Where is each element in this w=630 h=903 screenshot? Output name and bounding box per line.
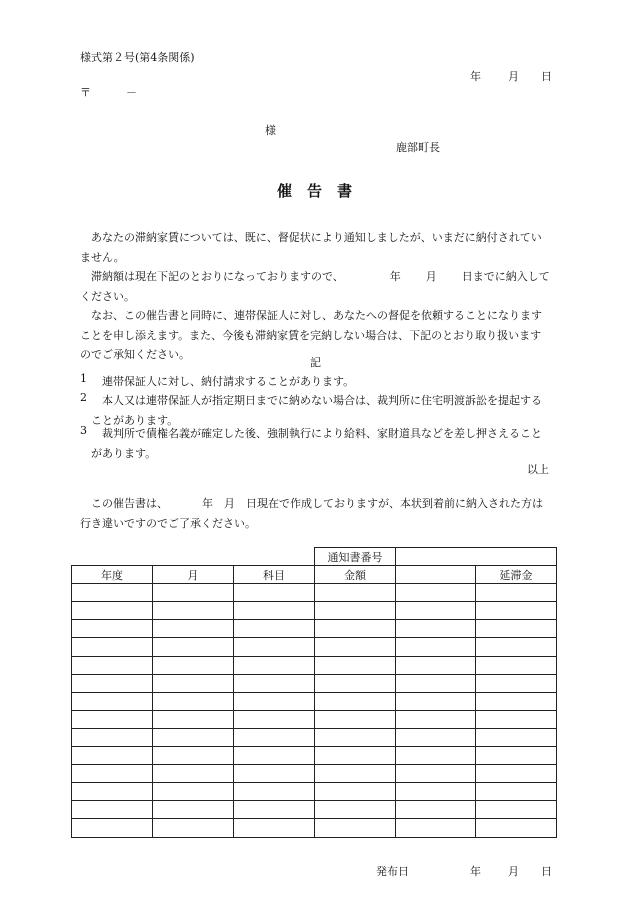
table-cell[interactable]: [72, 638, 153, 656]
table-cell[interactable]: [476, 584, 557, 602]
table-header-row: [72, 566, 557, 584]
table-cell[interactable]: [153, 692, 234, 710]
table-row: [72, 765, 557, 783]
notice-number-value[interactable]: [396, 548, 557, 566]
item-1-number: 1: [80, 372, 87, 385]
table-cell[interactable]: [72, 783, 153, 801]
sender-name: 鹿部町長: [396, 141, 440, 154]
table-cell[interactable]: [396, 692, 476, 710]
arrears-table: [71, 547, 557, 838]
table-cell[interactable]: [315, 747, 396, 765]
table-cell[interactable]: [315, 692, 396, 710]
table-cell[interactable]: [153, 765, 234, 783]
table-row: [72, 656, 557, 674]
table-cell[interactable]: [396, 819, 476, 837]
form-number: 様式第２号(第4条関係): [80, 51, 195, 64]
header-month: 月: [153, 566, 234, 584]
table-row: [72, 620, 557, 638]
table-cell[interactable]: [396, 584, 476, 602]
issue-year-label: 年: [470, 865, 481, 878]
table-cell[interactable]: [315, 728, 396, 746]
table-row: [72, 638, 557, 656]
table-cell[interactable]: [234, 728, 315, 746]
date-day-label: 日: [541, 70, 552, 83]
table-cell[interactable]: [396, 710, 476, 728]
header-account: 科目: [234, 566, 315, 584]
table-cell[interactable]: [234, 674, 315, 692]
table-cell[interactable]: [72, 620, 153, 638]
table-cell[interactable]: [396, 783, 476, 801]
table-cell[interactable]: [72, 747, 153, 765]
item-2-number: 2: [80, 391, 87, 404]
table-row: [72, 819, 557, 837]
table-cell[interactable]: [153, 801, 234, 819]
table-row: [72, 783, 557, 801]
addressee-honorific: 様: [265, 124, 276, 137]
table-row: [72, 710, 557, 728]
issue-day-label: 日: [541, 865, 552, 878]
table-cell[interactable]: [234, 638, 315, 656]
table-cell[interactable]: [396, 801, 476, 819]
notice-number-row: [72, 548, 557, 566]
table-cell[interactable]: [396, 674, 476, 692]
table-cell[interactable]: [315, 584, 396, 602]
table-cell[interactable]: [153, 728, 234, 746]
table-cell[interactable]: [315, 620, 396, 638]
table-cell[interactable]: [234, 620, 315, 638]
table-cell[interactable]: [153, 710, 234, 728]
paragraph-2-after: 日までに納入してください。: [80, 270, 550, 303]
table-row: [72, 747, 557, 765]
table-cell[interactable]: [153, 783, 234, 801]
item-3-number: 3: [80, 424, 87, 437]
item-2-text: 本人又は連帯保証人が指定期日までに納めない場合は、裁判所に住宅明渡訴訟を提起することがあります。: [91, 394, 542, 427]
table-cell[interactable]: [153, 620, 234, 638]
table-cell[interactable]: [72, 765, 153, 783]
table-cell[interactable]: [315, 674, 396, 692]
table-cell[interactable]: [72, 656, 153, 674]
table-cell[interactable]: [476, 656, 557, 674]
table-cell[interactable]: [234, 765, 315, 783]
table-cell[interactable]: [476, 602, 557, 620]
table-cell[interactable]: [72, 710, 153, 728]
table-row: [72, 728, 557, 746]
table-cell[interactable]: [315, 819, 396, 837]
issue-date-label: 発布日: [376, 865, 409, 878]
table-cell[interactable]: [315, 656, 396, 674]
note-before: この催告書は、: [91, 497, 168, 510]
paragraph-1: あなたの滞納家賃については、既に、督促状により通知しましたが、いまだに納付されていません。: [80, 231, 542, 264]
table-cell[interactable]: [72, 584, 153, 602]
table-cell[interactable]: [153, 819, 234, 837]
table-row: [72, 584, 557, 602]
header-late-fee: 延滞金: [476, 566, 557, 584]
table-cell[interactable]: [476, 819, 557, 837]
table-cell[interactable]: [234, 747, 315, 765]
table-cell[interactable]: [153, 638, 234, 656]
table-cell[interactable]: [396, 747, 476, 765]
paragraph-2-year: 年: [389, 270, 401, 283]
table-cell[interactable]: [153, 674, 234, 692]
table-cell[interactable]: [153, 602, 234, 620]
table-cell[interactable]: [153, 656, 234, 674]
date-month-label: 月: [508, 70, 519, 83]
header-fiscal-year: 年度: [72, 566, 153, 584]
table-cell[interactable]: [234, 710, 315, 728]
table-cell[interactable]: [476, 620, 557, 638]
table-cell[interactable]: [476, 728, 557, 746]
table-cell[interactable]: [234, 783, 315, 801]
note-month: 月: [224, 497, 235, 510]
item-1-text: 連帯保証人に対し、納付請求することがあります。: [102, 375, 355, 388]
ki-label: 記: [310, 356, 321, 369]
table-cell[interactable]: [72, 728, 153, 746]
note-paragraph: [80, 494, 550, 533]
table-cell[interactable]: [476, 674, 557, 692]
table-cell[interactable]: [72, 801, 153, 819]
header-amount: 金額: [315, 566, 396, 584]
table-row: [72, 801, 557, 819]
ijou-label: 以上: [527, 463, 549, 476]
paragraph-2: [80, 267, 550, 306]
table-cell[interactable]: [476, 710, 557, 728]
notice-number-label: 通知書番号: [315, 548, 396, 566]
table-cell[interactable]: [72, 674, 153, 692]
table-cell[interactable]: [476, 765, 557, 783]
table-cell[interactable]: [315, 638, 396, 656]
table-cell[interactable]: [315, 783, 396, 801]
postal-mark: 〒: [80, 86, 91, 99]
table-cell[interactable]: [396, 728, 476, 746]
table-cell[interactable]: [396, 765, 476, 783]
paragraph-2-month: 月: [425, 270, 437, 283]
note-year: 年: [202, 497, 213, 510]
table-cell[interactable]: [72, 602, 153, 620]
paragraph-2-before: 滞納額は現在下記のとおりになっておりますので、: [91, 270, 344, 283]
table-cell[interactable]: [234, 602, 315, 620]
table-row: [72, 602, 557, 620]
header-blank: [396, 566, 476, 584]
table-cell[interactable]: [396, 656, 476, 674]
postal-dash: －: [126, 86, 137, 99]
table-cell[interactable]: [72, 819, 153, 837]
note-after: 日現在で作成しておりますが、本状到着前に納入された方は行き違いですのでご了承ください。: [80, 497, 543, 530]
table-cell[interactable]: [234, 819, 315, 837]
paragraph-3: なお、この催告書と同時に、連帯保証人に対し、あなたへの督促を依頼することになりますことを申し添えます。また、今後も滞納家賃を完納しない場合は、下記のとおり取り扱いますのでご承知ください。: [80, 309, 542, 361]
table-cell[interactable]: [234, 584, 315, 602]
table-cell[interactable]: [234, 692, 315, 710]
table-cell[interactable]: [234, 801, 315, 819]
date-year-label: 年: [470, 70, 481, 83]
table-cell[interactable]: [396, 620, 476, 638]
table-cell[interactable]: [396, 638, 476, 656]
table-row: [72, 692, 557, 710]
table-cell[interactable]: [396, 602, 476, 620]
table-cell[interactable]: [72, 692, 153, 710]
page-title: 催告書: [277, 182, 368, 200]
table-cell[interactable]: [476, 747, 557, 765]
table-cell[interactable]: [153, 747, 234, 765]
table-cell[interactable]: [476, 638, 557, 656]
table-cell[interactable]: [315, 710, 396, 728]
issue-month-label: 月: [508, 865, 519, 878]
table-row: [72, 674, 557, 692]
table-cell[interactable]: [234, 656, 315, 674]
table-cell[interactable]: [315, 801, 396, 819]
table-cell[interactable]: [315, 765, 396, 783]
table-cell[interactable]: [153, 584, 234, 602]
table-cell[interactable]: [476, 801, 557, 819]
item-3-text: 裁判所で債権名義が確定した後、強制執行により給料、家財道具などを差し押さえることがあります。: [91, 427, 542, 460]
table-cell[interactable]: [315, 602, 396, 620]
table-cell[interactable]: [476, 692, 557, 710]
table-cell[interactable]: [476, 783, 557, 801]
